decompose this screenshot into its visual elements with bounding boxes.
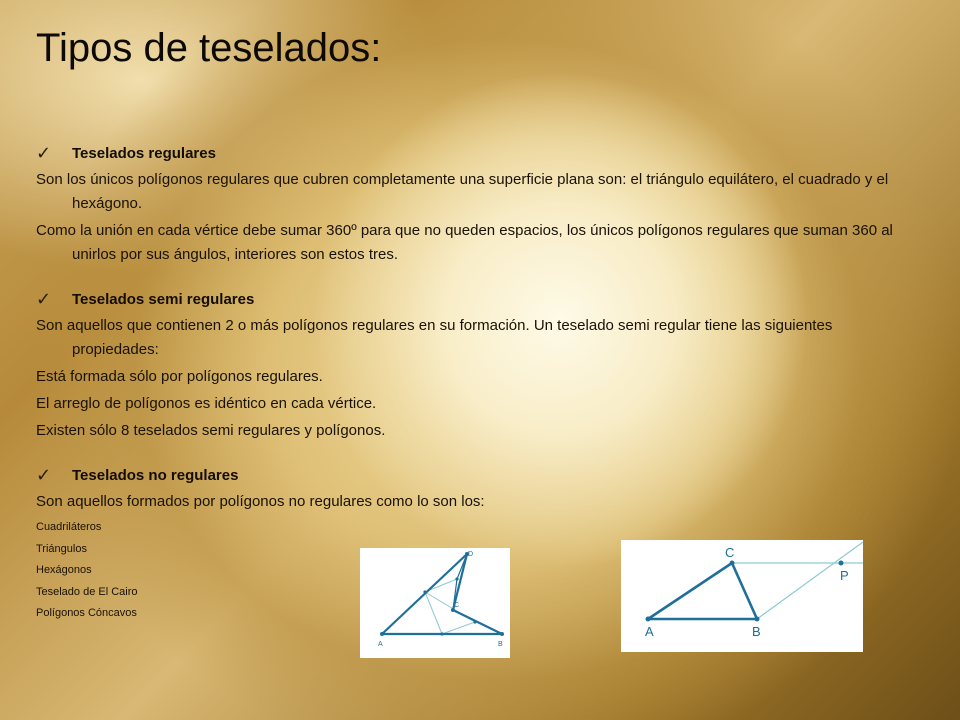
paragraph: Son aquellos formados por polígonos no regulares como lo son los: <box>36 493 485 510</box>
label-p: P <box>840 568 849 583</box>
checkmark-icon: ✓ <box>36 465 52 485</box>
paragraph: Está formada sólo por polígonos regulares. <box>36 368 323 385</box>
heading-text: Teselados regulares <box>72 144 216 162</box>
paragraph: El arreglo de polígonos es idéntico en cada vértice. <box>36 395 377 412</box>
list-item: Cuadriláteros <box>36 521 102 533</box>
label-a: A <box>645 624 654 639</box>
triangle-diagram-image <box>360 548 510 658</box>
paragraph: Existen sólo 8 teselados semi regulares y polígonos. <box>36 422 386 439</box>
heading-text: Teselados no regulares <box>72 466 239 484</box>
page-title: Tipos de teselados: <box>36 26 382 70</box>
section-heading-no-regulares <box>36 466 916 484</box>
paragraph: Son los únicos polígonos regulares que cubren completamente una superficie plana son: el triángulo equilátero, el cuadrado y el hexágono. <box>36 171 889 212</box>
label-a: A <box>378 641 383 648</box>
list-item: Hexágonos <box>36 564 92 576</box>
paragraph: Como la unión en cada vértice debe sumar 360º para que no queden espacios, los únicos polígonos regulares que suman 360 al unirlos por sus ángulos, interiores son estos tres. <box>36 222 893 263</box>
label-b: B <box>752 624 761 639</box>
section-heading-regulares <box>36 144 916 162</box>
list-item: Teselado de El Cairo <box>36 585 138 598</box>
checkmark-icon: ✓ <box>36 289 52 309</box>
label-d: D <box>468 551 474 558</box>
section-heading-semi-regulares <box>36 290 916 308</box>
label-c: C <box>725 545 735 560</box>
list-item: Triángulos <box>36 542 87 555</box>
heading-text: Teselados semi regulares <box>72 290 255 308</box>
label-b: B <box>498 641 503 648</box>
paragraph: Son aquellos que contienen 2 o más polígonos regulares en su formación. Un teselado semi regular tiene las siguientes propiedades: <box>36 317 833 358</box>
triangle-translation-image <box>621 540 863 652</box>
list-item: Polígonos Cóncavos <box>36 607 137 619</box>
checkmark-icon: ✓ <box>36 143 52 163</box>
label-c: C <box>454 602 460 609</box>
